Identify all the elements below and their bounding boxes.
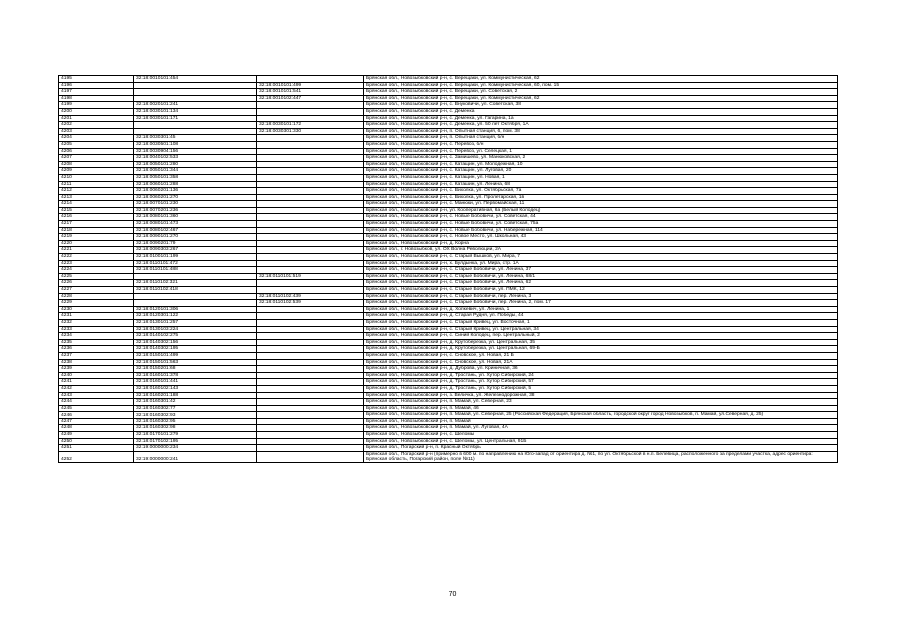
table-row [59, 425, 838, 432]
row-number: 4210 [59, 174, 134, 181]
row-number: 4250 [59, 438, 134, 445]
cadastral-number-secondary [257, 76, 364, 83]
address: Брянская обл., Новозыбковский р-н, ул. Кооперативная, 6а (Белый Колодец) [364, 207, 838, 214]
cadastral-number: 32:18:0150201:68 [134, 366, 257, 373]
cadastral-number-secondary [257, 240, 364, 247]
table-row [59, 392, 838, 399]
cadastral-number: 32:18:0030101:134 [134, 108, 257, 115]
table-row [59, 293, 838, 300]
row-number: 4220 [59, 240, 134, 247]
address: Брянская обл., Новозыбковский р-н, с. Верещаки, ул. Коммунистическая, 62 [364, 76, 838, 83]
table-row [59, 122, 838, 129]
address: Брянская обл., Новозыбковский р-н, с. Вихолка, ул. Октябрьская, 7а [364, 188, 838, 195]
address: Брянская обл., Новозыбковский р-н, с. Катащин, ул. Новая, 1 [364, 174, 838, 181]
address: Брянская обл., Новозыбковский р-н, с. Новое Место, ул. Школьная, 43 [364, 234, 838, 241]
address: Брянская обл., Новозыбковский р-н, с. Замишево, ул. Манюковская, 2 [364, 155, 838, 162]
cadastral-number-secondary [257, 194, 364, 201]
address: Брянская обл., Новозыбковский р-н, с. Вихолка, ул. Пролетарская, 1в [364, 194, 838, 201]
row-number: 4216 [59, 214, 134, 221]
table-row [59, 260, 838, 267]
cadastral-number-secondary [257, 155, 364, 162]
cadastral-number-secondary [257, 372, 364, 379]
address: Брянская обл., Новозыбковский р-н, д. Тростань, ул. Хутор Сибирский, 24 [364, 372, 838, 379]
cadastral-number-secondary [257, 260, 364, 267]
table-row [59, 194, 838, 201]
address: Брянская обл., Новозыбковский р-н, д. Старая Рудня, ул. Победы, 44 [364, 313, 838, 320]
row-number: 4248 [59, 425, 134, 432]
row-number: 4238 [59, 359, 134, 366]
address: Брянская обл., Новозыбковский р-н, с. Перевоз, ул. Селецкая, 1 [364, 148, 838, 155]
cadastral-number: 32:18:0080102:467 [134, 227, 257, 234]
row-number: 4241 [59, 379, 134, 386]
cadastral-number: 32:18:0160101:378 [134, 372, 257, 379]
table-row [59, 76, 838, 83]
row-number: 4219 [59, 234, 134, 241]
cadastral-number-secondary [257, 352, 364, 359]
cadastral-number [134, 82, 257, 89]
table-row [59, 95, 838, 102]
cadastral-number: 32:18:0120301:122 [134, 313, 257, 320]
cadastral-number-secondary [257, 214, 364, 221]
table-row [59, 82, 838, 89]
table-row [59, 313, 838, 320]
cadastral-number: 32:18:0050101:358 [134, 174, 257, 181]
cadastral-number-secondary [257, 313, 364, 320]
cadastral-number-secondary [257, 392, 364, 399]
cadastral-number: 32:18:0100101:199 [134, 254, 257, 261]
cadastral-number-secondary [257, 319, 364, 326]
row-number: 4206 [59, 148, 134, 155]
cadastral-number: 32:18:0170101:279 [134, 432, 257, 439]
table-row [59, 306, 838, 313]
row-number: 4228 [59, 293, 134, 300]
table-row [59, 326, 838, 333]
address: Брянская обл., Новозыбковский р-н, с. Старые Бобовичи, пер. Ленина, 2, пом. 17 [364, 300, 838, 307]
cadastral-number: 32:18:0030101:171 [134, 115, 257, 122]
cadastral-number-secondary [257, 399, 364, 406]
cadastral-number: 32:19:0000000:234 [134, 445, 257, 452]
table-row [59, 339, 838, 346]
row-number: 4203 [59, 128, 134, 135]
row-number: 4245 [59, 405, 134, 412]
cadastral-number [134, 122, 257, 129]
cadastral-number-secondary [257, 181, 364, 188]
cadastral-number-secondary [257, 432, 364, 439]
address: Брянская обл., Новозыбковский р-н, х. Булдынка, ул. Мира, стр. 1А [364, 260, 838, 267]
table-row [59, 115, 838, 122]
address: Брянская обл., Новозыбковский р-н, с. Верещаки, ул. Советская, 2 [364, 89, 838, 96]
address: Брянская обл., Погарский р-н (примерно в 600 м. по направлению на Юго-запад от ориентира д. №1, по ул. Октябрьской в н.п. Белевица, расположенного за пределами участка, адрес ориентира: Брянская область, Погарский район, поле №11) [364, 451, 838, 462]
cadastral-number: 32:18:0070201:236 [134, 207, 257, 214]
address: Брянская обл., Новозыбковский р-н, с. Синий Колодец, пер. Центральный, 2 [364, 333, 838, 340]
row-number: 4207 [59, 155, 134, 162]
address: Брянская обл., Новозыбковский р-н, п. Мамай, ул. Северная, 25 (Российская Федерация, Брянская область, городской округ город Новозыбков, п. Мамай, ул.Северная, д. 25) [364, 412, 838, 419]
cadastral-number: 32:18:0130101:257 [134, 319, 257, 326]
cadastral-number: 32:18:0160201:188 [134, 392, 257, 399]
address: Брянская обл., Новозыбковский р-н, д. Тростань, ул. Хутор Сибирский, 57 [364, 379, 838, 386]
table-row [59, 155, 838, 162]
address: Брянская обл., Новозыбковский р-н, с. Манюки, ул. Первомайская, 11 [364, 201, 838, 208]
table-row [59, 432, 838, 439]
cadastral-number-secondary [257, 188, 364, 195]
cadastral-number-secondary [257, 412, 364, 419]
cadastral-number: 32:18:0150101:563 [134, 359, 257, 366]
cadastral-number: 32:18:0160301:42 [134, 399, 257, 406]
cadastral-number-secondary [257, 346, 364, 353]
address: Брянская обл., Новозыбковский р-н, с. Катащин, ул. Луговая, 20 [364, 168, 838, 175]
row-number: 4237 [59, 352, 134, 359]
table-row [59, 254, 838, 261]
row-number: 4235 [59, 339, 134, 346]
cadastral-number: 32:18:0080101:473 [134, 221, 257, 228]
table-row [59, 385, 838, 392]
cadastral-number: 32:18:0090201:79 [134, 240, 257, 247]
row-number: 4233 [59, 326, 134, 333]
address: Брянская обл., Новозыбковский р-н, п. Мамай, 46 [364, 405, 838, 412]
table-row [59, 352, 838, 359]
table-row [59, 445, 838, 452]
row-number: 4243 [59, 392, 134, 399]
address: Брянская обл., Новозыбковский р-н, д. Корна [364, 240, 838, 247]
row-number: 4215 [59, 207, 134, 214]
cadastral-number: 32:19:0000000:241 [134, 451, 257, 462]
cadastral-number: 32:18:0160302:77 [134, 405, 257, 412]
cadastral-number-secondary [257, 379, 364, 386]
address: Брянская обл., Новозыбковский р-н, п. Опытная станция, б/н [364, 135, 838, 142]
row-number: 4236 [59, 346, 134, 353]
cadastral-number-secondary [257, 207, 364, 214]
table-row [59, 333, 838, 340]
row-number: 4242 [59, 385, 134, 392]
cadastral-number [134, 89, 257, 96]
row-number: 4252 [59, 451, 134, 462]
table-row [59, 148, 838, 155]
table-row [59, 221, 838, 228]
table-row [59, 240, 838, 247]
address: Брянская обл., Новозыбковский р-н, с. Внуковичи, ул. Советская, 38 [364, 102, 838, 109]
cadastral-number-secondary [257, 366, 364, 373]
cadastral-number: 32:18:0090101:270 [134, 234, 257, 241]
address: Брянская обл., Новозыбковский р-н, с. Сновское, ул. Новая, 21А [364, 359, 838, 366]
cadastral-number: 32:18:0160102:143 [134, 385, 257, 392]
row-number: 4251 [59, 445, 134, 452]
table-row [59, 366, 838, 373]
address: Брянская обл., Погарский р-н, п. Красный Октябрь [364, 445, 838, 452]
row-number: 4230 [59, 306, 134, 313]
address: Брянская обл., Новозыбковский р-н, с. Старый Кривец, ул. Центральная, 34 [364, 326, 838, 333]
cadastral-number-secondary [257, 425, 364, 432]
table-row [59, 214, 838, 221]
cadastral-number-secondary [257, 201, 364, 208]
cadastral-number: 32:18:0070101:230 [134, 201, 257, 208]
table-row [59, 300, 838, 307]
table-row [59, 108, 838, 115]
cadastral-number-secondary [257, 108, 364, 115]
cadastral-number-secondary [257, 135, 364, 142]
address: Брянская обл., Новозыбковский р-н, с. Старые Бобовичи, ул. ПМК, 12 [364, 287, 838, 294]
cadastral-number-secondary [257, 102, 364, 109]
cadastral-number [134, 128, 257, 135]
cadastral-number: 32:18:0170102:195 [134, 438, 257, 445]
table-row [59, 234, 838, 241]
table-row [59, 438, 838, 445]
cadastral-number: 32:18:0090303:267 [134, 247, 257, 254]
address: Брянская обл., Новозыбковский р-н, с. Катащин, ул. Молодежная, 10 [364, 161, 838, 168]
cadastral-number-secondary: 32:18:0010101:541 [257, 89, 364, 96]
address: Брянская обл., Новозыбковский р-н, с. Перевоз, б/н [364, 141, 838, 148]
address: Брянская обл., Новозыбковский р-н, з. Величка, ул. Железнодорожная, 38 [364, 392, 838, 399]
row-number: 4198 [59, 95, 134, 102]
address: Брянская обл., Новозыбковский р-н, п. Мамай, ул. Северная, 23 [364, 399, 838, 406]
address: Брянская обл., Новозыбковский р-н, п. Опытная станция, 6, пом. 38 [364, 128, 838, 135]
address: Брянская обл., Новозыбковский р-н, д. Дуброва, ул. Криничная, 36 [364, 366, 838, 373]
cadastral-number-secondary: 32:18:0030301:330 [257, 128, 364, 135]
cadastral-number: 32:18:0060101:288 [134, 181, 257, 188]
table-row [59, 273, 838, 280]
row-number: 4218 [59, 227, 134, 234]
cadastral-number: 32:18:0110102:418 [134, 287, 257, 294]
address: Брянская обл., Новозыбковский р-н, д. Крутоберезка, ул. Центральная, 35 [364, 339, 838, 346]
row-number: 4202 [59, 122, 134, 129]
address: Брянская обл., г. Новозыбков, ул. ОХ Волна Революции, 2А [364, 247, 838, 254]
cadastral-number-secondary [257, 445, 364, 452]
cadastral-number-secondary: 32:18:0010101:499 [257, 82, 364, 89]
row-number: 4229 [59, 300, 134, 307]
cadastral-number: 32:18:0110101:488 [134, 267, 257, 274]
table-row [59, 287, 838, 294]
table-row [59, 128, 838, 135]
table-row [59, 135, 838, 142]
cadastral-number-secondary [257, 254, 364, 261]
table-row [59, 346, 838, 353]
row-number: 4201 [59, 115, 134, 122]
cadastral-number-secondary [257, 405, 364, 412]
row-number: 4200 [59, 108, 134, 115]
cadastral-number-secondary [257, 385, 364, 392]
table-row [59, 102, 838, 109]
address: Брянская обл., Новозыбковский р-н, с. Шеломы [364, 432, 838, 439]
table-row [59, 372, 838, 379]
table-row [59, 280, 838, 287]
cadastral-number-secondary: 32:18:0010102:447 [257, 95, 364, 102]
address: Брянская обл., Новозыбковский р-н, с. Шеломы, ул. Центральная, 91Б [364, 438, 838, 445]
row-number: 4214 [59, 201, 134, 208]
cadastral-number: 32:18:0060201:136 [134, 188, 257, 195]
address: Брянская обл., Новозыбковский р-н, с. Старые Бобовичи, пер. Ленина, 3 [364, 293, 838, 300]
address: Брянская обл., Новозыбковский р-н, с. Верещаки, ул. Коммунистическая, 60, пом. 15 [364, 82, 838, 89]
table-row [59, 174, 838, 181]
row-number: 4249 [59, 432, 134, 439]
cadastral-number [134, 273, 257, 280]
row-number: 4234 [59, 333, 134, 340]
address: Брянская обл., Новозыбковский р-н, с. Новые Бобовичи, ул. Набережная, 114 [364, 227, 838, 234]
cadastral-number-secondary [257, 306, 364, 313]
cadastral-number-secondary [257, 234, 364, 241]
table-row [59, 379, 838, 386]
address: Брянская обл., Новозыбковский р-н, с. Деменка, ул. Гагарина, 1а [364, 115, 838, 122]
cadastral-number: 32:18:0030904:156 [134, 148, 257, 155]
cadastral-number-secondary: 32:18:0110101:519 [257, 273, 364, 280]
cadastral-number: 32:18:0140102:275 [134, 333, 257, 340]
cadastral-number-secondary [257, 333, 364, 340]
cadastral-number-secondary [257, 141, 364, 148]
address: Брянская обл., Новозыбковский р-н, с. Верещаки, ул. Коммунистическая, 62 [364, 95, 838, 102]
cadastral-number: 32:18:0160302:95 [134, 418, 257, 425]
row-number: 4197 [59, 89, 134, 96]
row-number: 4208 [59, 161, 134, 168]
row-number: 4239 [59, 366, 134, 373]
row-number: 4222 [59, 254, 134, 261]
row-number: 4223 [59, 260, 134, 267]
table-row [59, 227, 838, 234]
address: Брянская обл., Новозыбковский р-н, с. Каташин, ул. Ленина, 68 [364, 181, 838, 188]
address: Брянская обл., Новозыбковский р-н, с. Новые Бобовичи, ул. Советская, 75а [364, 221, 838, 228]
table-row [59, 267, 838, 274]
table-row [59, 161, 838, 168]
address: Брянская обл., Новозыбковский р-н, с. Старый Кривец, ул. Восточная, 1 [364, 319, 838, 326]
table-row [59, 168, 838, 175]
cadastral-number: 32:18:0030301:45 [134, 135, 257, 142]
page-number: 70 [448, 591, 457, 598]
cadastral-number: 32:18:0160302:98 [134, 425, 257, 432]
table-row [59, 181, 838, 188]
cadastral-number: 32:18:0110102:321 [134, 280, 257, 287]
row-number: 4232 [59, 319, 134, 326]
cadastral-number: 32:18:0020101:241 [134, 102, 257, 109]
row-number: 4209 [59, 168, 134, 175]
row-number: 4205 [59, 141, 134, 148]
address: Брянская обл., Новозыбковский р-н, с. Новые Бобовичи, ул. Советская, 44 [364, 214, 838, 221]
address: Брянская обл., Новозыбковский р-н, с. Старые Бобовичи, ул. Ленина, 37 [364, 267, 838, 274]
cadastral-number: 32:18:0050101:280 [134, 161, 257, 168]
table-row [59, 399, 838, 406]
row-number: 4221 [59, 247, 134, 254]
table-row [59, 319, 838, 326]
table-row [59, 89, 838, 96]
row-number: 4211 [59, 181, 134, 188]
cadastral-number [134, 95, 257, 102]
row-number: 4247 [59, 418, 134, 425]
cadastral-number: 32:18:0030501:108 [134, 141, 257, 148]
cadastral-number-secondary [257, 418, 364, 425]
address: Брянская обл., Новозыбковский р-н, д. Хопкевич, ул. Ленина, 1 [364, 306, 838, 313]
row-number: 4246 [59, 412, 134, 419]
table-row [59, 405, 838, 412]
cadastral-number: 32:18:0130103:224 [134, 326, 257, 333]
cadastral-number: 32:18:0160101:441 [134, 379, 257, 386]
cadastral-number: 32:18:0080101:360 [134, 214, 257, 221]
address: Брянская обл., Новозыбковский р-н, д. Тростань, ул. Хутор Сибирский, 5 [364, 385, 838, 392]
cadastral-number-secondary [257, 148, 364, 155]
cadastral-number-secondary: 32:18:0030101:172 [257, 122, 364, 129]
cadastral-number: 32:18:0140302:195 [134, 346, 257, 353]
cadastral-number-secondary [257, 280, 364, 287]
cadastral-number-secondary [257, 247, 364, 254]
cadastral-number-secondary [257, 438, 364, 445]
row-number: 4217 [59, 221, 134, 228]
address: Брянская обл., Новозыбковский р-н, с. Старые Бобовичи, ул. Ленина, 68/1 [364, 273, 838, 280]
table-row [59, 207, 838, 214]
cadastral-number-secondary [257, 451, 364, 462]
cadastral-number: 32:18:0050101:344 [134, 168, 257, 175]
cadastral-number: 32:18:0040102:533 [134, 155, 257, 162]
cadastral-number: 32:18:0120101:306 [134, 306, 257, 313]
row-number: 4244 [59, 399, 134, 406]
row-number: 4195 [59, 76, 134, 83]
cadastral-number [134, 300, 257, 307]
cadastral-number-secondary [257, 115, 364, 122]
cadastral-number [134, 293, 257, 300]
row-number: 4213 [59, 194, 134, 201]
table-row [59, 359, 838, 366]
row-number: 4225 [59, 273, 134, 280]
cadastral-number-secondary [257, 161, 364, 168]
row-number: 4199 [59, 102, 134, 109]
cadastral-number: 32:18:0060201:270 [134, 194, 257, 201]
cadastral-number-secondary [257, 326, 364, 333]
address: Брянская обл., Новозыбковский р-н, п. Мамай, ул. Луговая, 4А [364, 425, 838, 432]
cadastral-number-secondary: 32:18:0110102:539 [257, 300, 364, 307]
address: Брянская обл., Новозыбковский р-н, п. Мамай [364, 418, 838, 425]
cadastral-number-secondary [257, 267, 364, 274]
cadastral-number: 32:18:0150101:499 [134, 352, 257, 359]
row-number: 4212 [59, 188, 134, 195]
cadastral-number-secondary [257, 168, 364, 175]
cadastral-number-secondary [257, 227, 364, 234]
cadastral-number-secondary [257, 359, 364, 366]
row-number: 4227 [59, 287, 134, 294]
row-number: 4204 [59, 135, 134, 142]
row-number: 4240 [59, 372, 134, 379]
row-number: 4196 [59, 82, 134, 89]
table-row [59, 201, 838, 208]
cadastral-number-secondary [257, 221, 364, 228]
table-row [59, 451, 838, 462]
cadastral-number-secondary [257, 174, 364, 181]
cadastral-number-secondary [257, 339, 364, 346]
table-row [59, 412, 838, 419]
cadastral-number: 32:18:0110101:472 [134, 260, 257, 267]
cadastral-number-secondary [257, 287, 364, 294]
cadastral-number-secondary: 32:18:0110102:439 [257, 293, 364, 300]
cadastral-number: 32:18:0160302:93 [134, 412, 257, 419]
address: Брянская обл., Новозыбковский р-н, с. Старый Вышков, ул. Мира, 7 [364, 254, 838, 261]
row-number: 4231 [59, 313, 134, 320]
table-row [59, 188, 838, 195]
address: Брянская обл., Новозыбковский р-н, с. Деменка [364, 108, 838, 115]
row-number: 4224 [59, 267, 134, 274]
address: Брянская обл., Новозыбковский р-н, с. Деменка, ул. 50 лет Октября, 1А [364, 122, 838, 129]
cadastral-number: 32:18:0140302:156 [134, 339, 257, 346]
table-row [59, 141, 838, 148]
address: Брянская обл., Новозыбковский р-н, с. Старые Бобовичи, ул. Ленина, 62 [364, 280, 838, 287]
table-row [59, 247, 838, 254]
records-table-body [59, 76, 838, 463]
row-number: 4226 [59, 280, 134, 287]
records-table [58, 75, 838, 463]
table-row [59, 418, 838, 425]
address: Брянская обл., Новозыбковский р-н, д. Крутоберезка, ул. Центральная, 69-Б [364, 346, 838, 353]
address: Брянская обл., Новозыбковский р-н, с. Сновское, ул. Новая, 21 Б [364, 352, 838, 359]
cadastral-number: 32:18:0010101:454 [134, 76, 257, 83]
